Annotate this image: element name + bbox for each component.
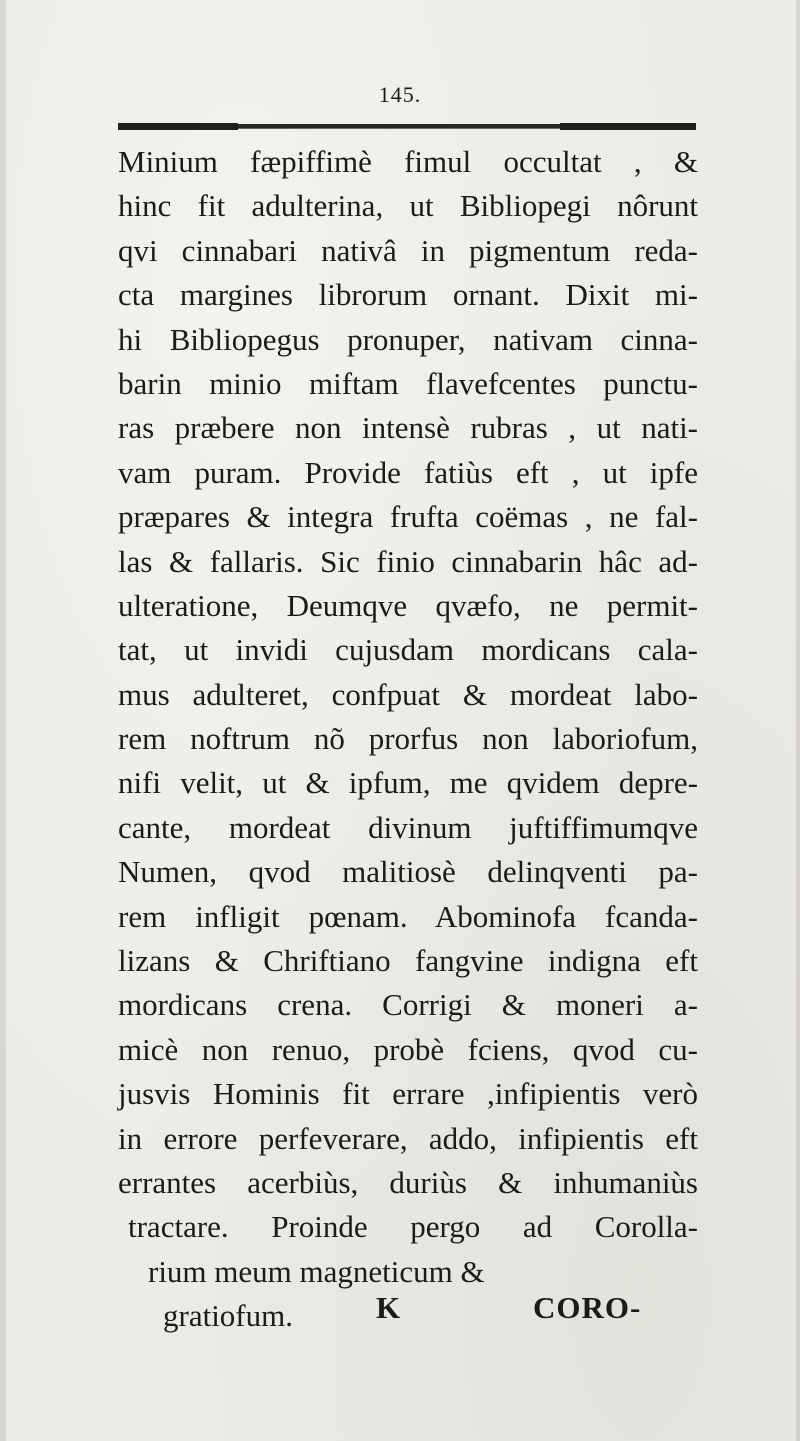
catchword: CORO- (533, 1290, 642, 1325)
text-line: barin minio miftam flavefcentes punctu- (118, 365, 698, 401)
body-text (118, 140, 698, 1339)
text-line: ras præbere non intensè rubras , ut nati- (118, 410, 698, 446)
text-line: hinc fit adulterina, ut Bibliopegi nôrunt (118, 188, 698, 224)
text-line: vam puram. Provide fatiùs eft , ut ipfe (118, 454, 698, 490)
text-line: micè non renuo, probè fciens, qvod cu- (118, 1031, 698, 1067)
page-edge-shadow-right (796, 0, 800, 1441)
text-line: rium meum magneticum & (148, 1253, 485, 1289)
header-rule-ornament-left (118, 123, 238, 130)
text-line: nifi velit, ut & ipfum, me qvidem depre- (118, 765, 698, 801)
header-rule-ornament-right (560, 123, 696, 130)
text-line: gratiofum. (163, 1298, 293, 1334)
text-line: tat, ut invidi cujusdam mordicans cala- (118, 632, 698, 668)
text-line: las & fallaris. Sic finio cinnabarin hâc ad- (118, 543, 698, 579)
text-line: Numen, qvod malitiosè delinqventi pa- (118, 854, 698, 890)
text-line: jusvis Hominis fit errare ,infipientis verò (118, 1076, 698, 1112)
text-line: errantes acerbiùs, duriùs & inhumaniùs (118, 1164, 698, 1200)
text-line: tractare. Proinde pergo ad Corolla- (128, 1209, 698, 1245)
text-line: cante, mordeat divinum juftiffimumqve (118, 809, 698, 845)
page-edge-shadow (0, 0, 6, 1441)
text-line: cta margines librorum ornant. Dixit mi- (118, 277, 698, 313)
text-line: præpares & integra frufta coëmas , ne fal- (118, 499, 698, 535)
text-line: hi Bibliopegus pronuper, nativam cinna- (118, 321, 698, 357)
text-line: lizans & Chriftiano fangvine indigna eft (118, 943, 698, 979)
text-line: qvi cinnabari nativâ in pigmentum reda- (118, 232, 698, 268)
text-line: mus adulteret, confpuat & mordeat labo- (118, 676, 698, 712)
page-number: 145. (378, 82, 422, 107)
text-line: rem infligit pœnam. Abominofa fcanda- (118, 898, 698, 934)
text-line: mordicans crena. Corrigi & moneri a- (118, 987, 698, 1023)
signature-mark: K (376, 1290, 401, 1325)
text-line: Minium fæpiffimè fimul occultat , & (118, 144, 698, 179)
page-footer (118, 1290, 698, 1334)
text-line: ulteratione, Deumqve qvæfo, ne permit- (118, 587, 698, 623)
text-line: in errore perfeverare, addo, infipientis eft (118, 1120, 698, 1156)
text-line: rem noftrum nõ prorfus non laboriofum, (118, 721, 698, 757)
